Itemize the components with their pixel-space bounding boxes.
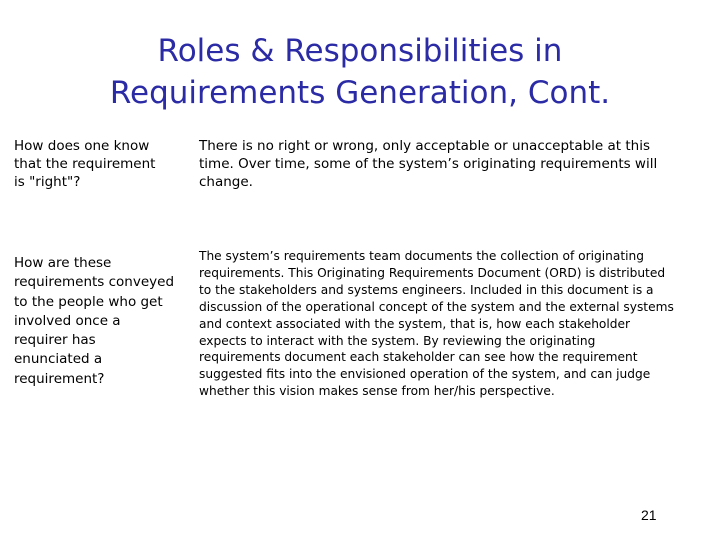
answer-2	[199, 248, 674, 400]
answer-2-line: discussion of the operational concept of the system and the external systems	[199, 299, 674, 314]
answer-1-line: change.	[199, 174, 253, 190]
answer-2-line: requirements. This Originating Requirements Document (ORD) is distributed	[199, 265, 666, 280]
question-2	[14, 254, 174, 389]
answer-2-line: whether this vision makes sense from her/his perspective.	[199, 384, 555, 399]
answer-1-line: time. Over time, some of the system’s originating requirements will	[199, 156, 658, 172]
answer-2-line: requirements document each stakeholder can see how the requirement	[199, 350, 638, 365]
answer-2-line: and context associated with the system, that is, how each stakeholder	[199, 316, 631, 331]
answer-2-line: The system’s requirements team documents the collection of originating	[199, 249, 644, 263]
question-1-line: that the requirement	[14, 156, 156, 172]
question-1-line: is "right"?	[14, 174, 81, 190]
answer-2-line: expects to interact with the system. By reviewing the originating	[199, 333, 596, 348]
question-2-line: How are these	[14, 255, 112, 271]
page-number: 21	[641, 507, 657, 523]
question-1-line: How does one know	[14, 138, 150, 154]
question-2-line: involved once a	[14, 312, 121, 329]
question-2-line: requirement?	[14, 370, 105, 387]
answer-1-line: There is no right or wrong, only acceptable or unacceptable at this	[199, 138, 651, 154]
question-2-line: requirements conveyed	[14, 274, 175, 291]
answer-1	[199, 137, 657, 191]
answer-2-line: suggested fits into the envisioned operation of the system, and can judge	[199, 367, 651, 382]
question-1	[14, 137, 155, 191]
question-2-line: requirer has	[14, 332, 96, 349]
question-2-line: enunciated a	[14, 351, 103, 368]
answer-2-line: to the stakeholders and systems engineers. Included in this document is a	[199, 282, 654, 297]
slide-title	[60, 30, 660, 114]
slide-title-line-2: Requirements Generation, Cont.	[109, 75, 611, 111]
slide-title-line-1: Roles & Responsibilities in	[157, 33, 563, 69]
question-2-line: to the people who get	[14, 293, 163, 310]
